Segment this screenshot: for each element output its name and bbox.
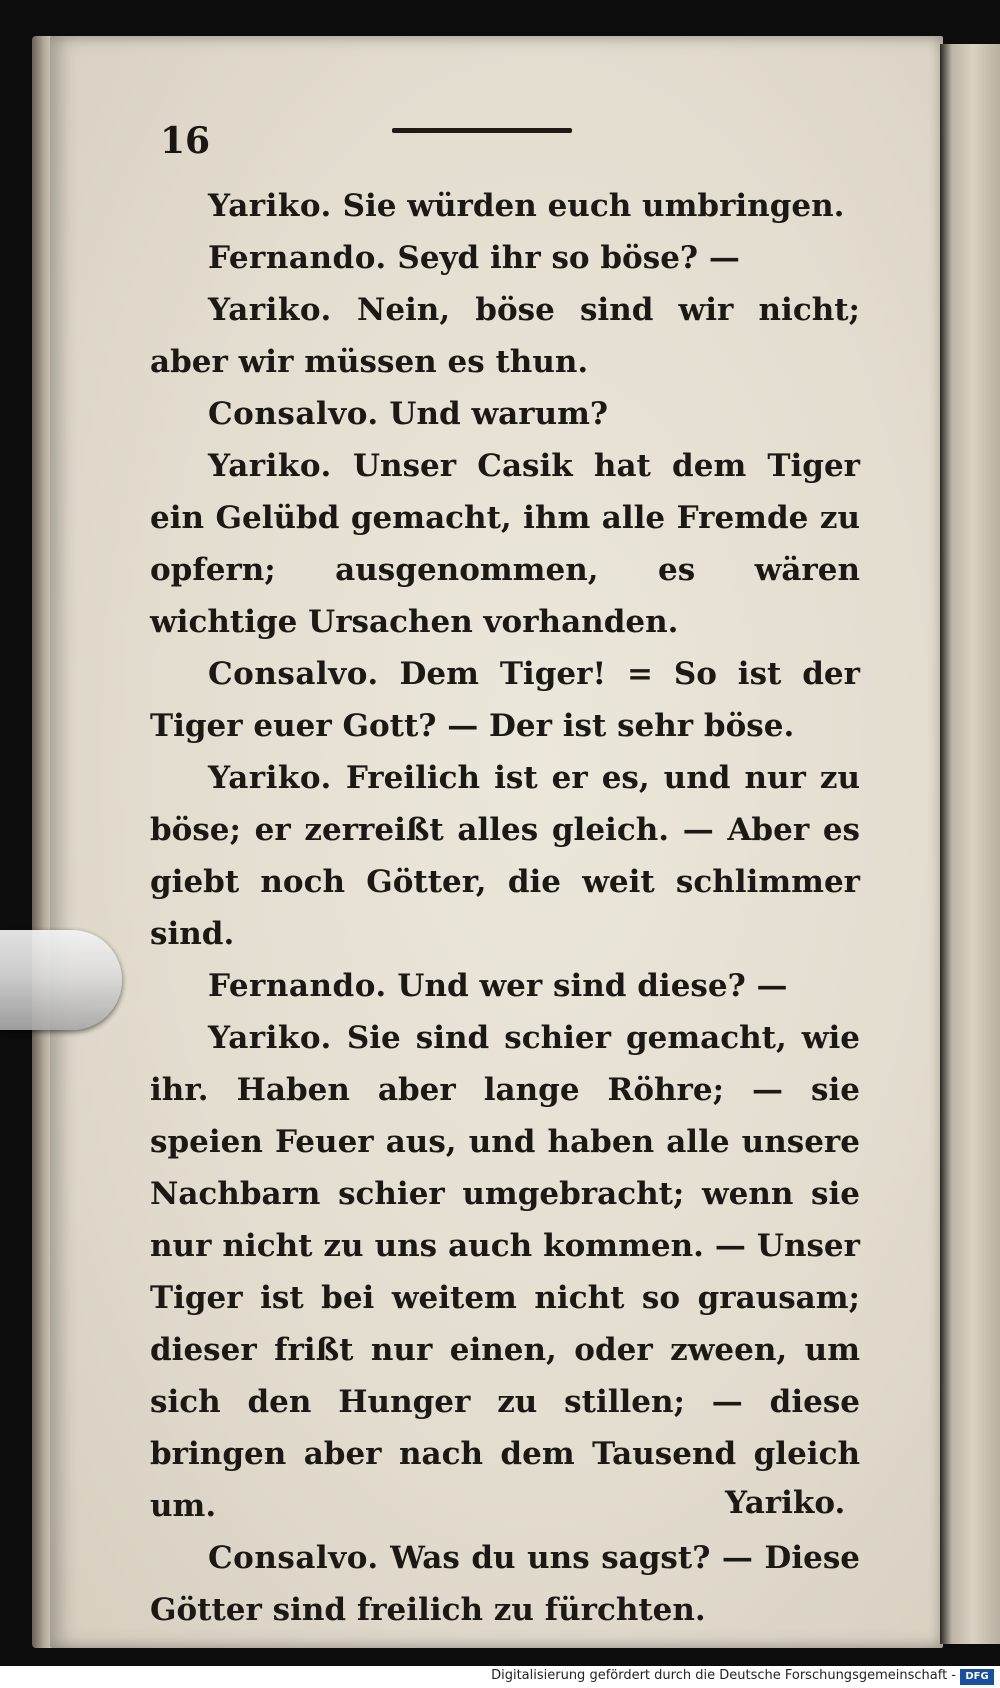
page-number: 16	[160, 120, 211, 162]
footer-credit-text: Digitalisierung gefördert durch die Deutsche Forschungsgemeinschaft -	[491, 1668, 956, 1683]
dfg-logo-icon: DFG	[960, 1669, 994, 1685]
dialogue-text: Dem Tiger! = So ist der Tiger euer Gott? — Der ist sehr böse.	[150, 656, 860, 744]
facing-page-edge	[940, 44, 1000, 1644]
dialogue-text: Seyd ihr so böse? —	[386, 240, 740, 276]
dialogue-paragraph	[150, 284, 860, 388]
speaker-name: Yariko.	[208, 188, 332, 224]
speaker-name: Consalvo.	[208, 396, 379, 432]
speaker-name: Fernando.	[208, 240, 387, 276]
dialogue-paragraph	[150, 388, 860, 440]
dialogue-paragraph	[150, 752, 860, 960]
speaker-name: Yariko.	[208, 1020, 332, 1056]
dialogue-paragraph	[150, 232, 860, 284]
speaker-name: Consalvo.	[208, 656, 379, 692]
dialogue-text: Unser Casik hat dem Tiger ein Gelübd gemacht, ihm alle Fremde zu opfern; ausgenommen, es wären wichtige Ursachen vorhanden.	[150, 448, 860, 640]
dialogue-paragraph	[150, 960, 860, 1012]
dialogue-paragraph	[150, 1012, 860, 1532]
dialogue-text: Und warum?	[378, 396, 609, 432]
speaker-name: Yariko.	[208, 292, 332, 328]
dialogue-text: Nein, böse sind wir nicht; aber wir müssen es thun.	[150, 292, 860, 380]
dialogue-text: Freilich ist er es, und nur zu böse; er zerreißt alles gleich. — Aber es giebt noch Götter, die weit schlimmer sind.	[150, 760, 860, 952]
header-rule	[392, 128, 572, 133]
dialogue-paragraph	[150, 1532, 860, 1636]
page-holder-clip	[0, 930, 122, 1030]
dialogue-text: Sie würden euch umbringen.	[331, 188, 845, 224]
speaker-name: Yariko.	[208, 448, 332, 484]
dialogue-text: Was du uns sagst? — Diese Götter sind freilich zu fürchten.	[150, 1540, 860, 1628]
dialogue-paragraph	[150, 440, 860, 648]
dialogue-paragraph	[150, 648, 860, 752]
speaker-name: Consalvo.	[208, 1540, 379, 1576]
dialogue-text: Sie sind schier gemacht, wie ihr. Haben aber lange Röhre; — sie speien Feuer aus, und haben alle unsere Nachbarn schier umgebracht; wenn sie nur nicht zu uns auch kommen. — Unser Tiger ist bei weitem nicht so grausam; dieser frißt nur einen, oder zween, um sich den Hunger zu stillen; — diese bringen aber nach dem Tausend gleich um.	[150, 1020, 860, 1524]
speaker-name: Fernando.	[208, 968, 387, 1004]
catchword: Yariko.	[725, 1485, 846, 1521]
speaker-name: Yariko.	[208, 760, 332, 796]
dialogue-text: Und wer sind diese? —	[386, 968, 788, 1004]
digitization-footer	[0, 1666, 1000, 1688]
dialogue-paragraph	[150, 180, 860, 232]
page-text	[150, 180, 860, 1636]
